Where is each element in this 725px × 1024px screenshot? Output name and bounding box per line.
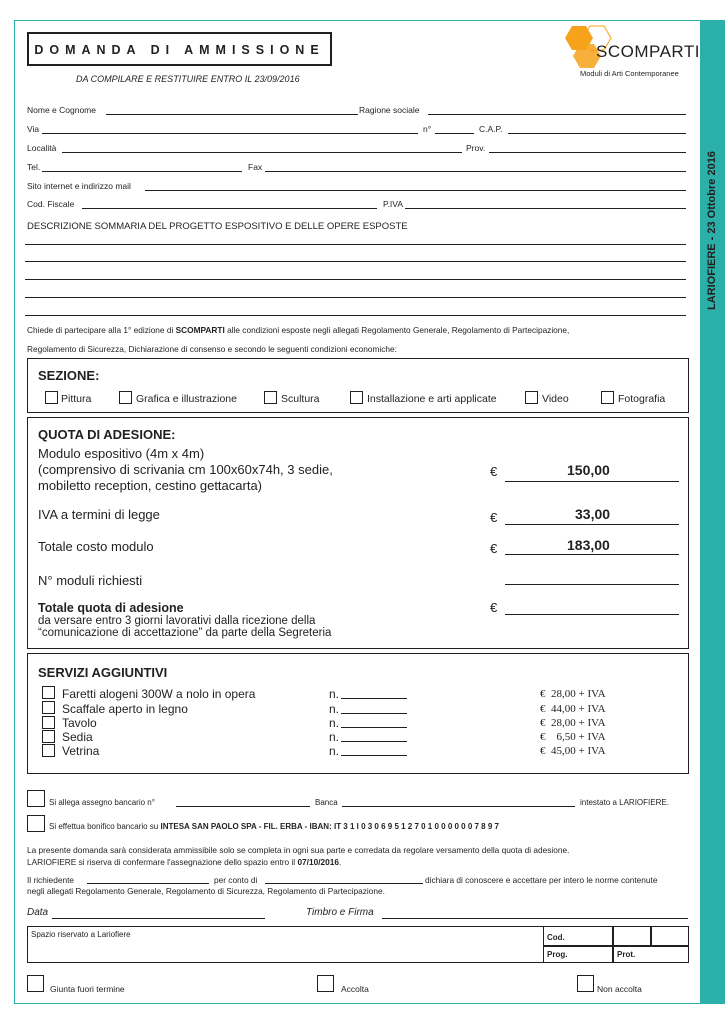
servizio-n: n. <box>329 744 340 758</box>
totale-label: Totale costo modulo <box>38 539 154 554</box>
accolta-label: Accolta <box>341 984 369 994</box>
cap-input[interactable] <box>508 133 686 134</box>
label-sito: Sito internet e indirizzo mail <box>27 181 131 191</box>
modulo-line-3: mobiletto reception, cestino gettacarta) <box>38 478 263 493</box>
servizio-label: Sedia <box>62 730 93 744</box>
servizio-n: n. <box>329 730 340 744</box>
prov-input[interactable] <box>489 152 686 153</box>
per-conto-label: per conto di <box>214 875 258 885</box>
intro-brand: SCOMPARTI <box>175 325 225 335</box>
note-date: 07/10/2016 <box>297 857 339 867</box>
sezione-box <box>27 358 689 413</box>
checkbox-installazione[interactable] <box>350 391 363 404</box>
servizio-n: n. <box>329 702 340 716</box>
assegno-label: Si allega assegno bancario n° <box>49 798 155 807</box>
servizi-title: SERVIZI AGGIUNTIVI <box>38 665 168 680</box>
title-box <box>27 32 332 66</box>
label-cf: Cod. Fiscale <box>27 199 75 209</box>
quota-totale-input[interactable] <box>505 614 679 615</box>
cf-input[interactable] <box>82 208 377 209</box>
servizio-label: Scaffale aperto in legno <box>62 702 188 716</box>
note-line-2 <box>27 857 341 867</box>
piva-input[interactable] <box>405 208 686 209</box>
label-cap: C.A.P. <box>479 124 503 134</box>
descrizione-line-1[interactable] <box>25 244 686 245</box>
label-numero: n° <box>423 124 432 134</box>
descrizione-line-5[interactable] <box>25 315 686 316</box>
richiedente-label: Il richiedente <box>27 875 75 885</box>
quota-title: QUOTA DI ADESIONE: <box>38 427 176 442</box>
option-pittura: Pittura <box>61 393 92 405</box>
servizio-n: n. <box>329 716 340 730</box>
modulo-line-1: Modulo espositivo (4m x 4m) <box>38 446 205 461</box>
euro-sign: € <box>490 541 498 556</box>
checkbox-scaffale[interactable] <box>42 701 55 714</box>
servizio-label: Vetrina <box>62 744 100 758</box>
nome-input[interactable] <box>106 114 358 115</box>
numero-input[interactable] <box>435 133 474 134</box>
dichiara-label: dichiara di conoscere e accettare per intero le norme contenute <box>425 875 658 885</box>
euro-sign: € <box>490 464 498 479</box>
page-subtitle: DA COMPILARE E RESTITUIRE ENTRO IL 23/09/2016 <box>76 74 300 84</box>
logo-tagline: Moduli di Arti Contemporanee <box>580 69 679 78</box>
option-grafica: Grafica e illustrazione <box>136 393 237 405</box>
label-tel: Tel. <box>27 162 41 172</box>
quota-note-1: da versare entro 3 giorni lavorativi dalla ricezione della <box>38 615 316 627</box>
sito-input[interactable] <box>145 190 686 191</box>
descrizione-line-4[interactable] <box>25 297 686 298</box>
label-descrizione: DESCRIZIONE SOMMARIA DEL PROGETTO ESPOSITIVO E DELLE OPERE ESPOSTE <box>27 221 408 232</box>
data-input[interactable] <box>52 918 265 919</box>
intro-line-2: Regolamento di Sicurezza, Dichiarazione di consenso e secondo le seguenti condizioni economiche: <box>27 344 397 354</box>
side-event-text: LARIOFIERE - 23 Ottobre 2016 <box>706 151 718 310</box>
descrizione-line-3[interactable] <box>25 279 686 280</box>
logo-text: SCOMPARTI <box>596 42 700 61</box>
servizio-qty-input[interactable] <box>341 755 407 756</box>
data-label: Data <box>27 907 49 918</box>
descrizione-line-2[interactable] <box>25 261 686 262</box>
euro-sign: € <box>490 600 498 615</box>
fax-input[interactable] <box>265 171 686 172</box>
servizio-price: € 28,00 + IVA <box>540 688 606 700</box>
quota-note-2: “comunicazione di accettazione” da parte della Segreteria <box>38 627 332 639</box>
richiedente-input[interactable] <box>87 883 209 884</box>
servizio-price: € 45,00 + IVA <box>540 745 606 757</box>
tel-input[interactable] <box>42 171 242 172</box>
checkbox-vetrina[interactable] <box>42 744 55 757</box>
banca-label: Banca <box>315 798 338 807</box>
checkbox-faretti[interactable] <box>42 686 55 699</box>
checkbox-non-accolta[interactable] <box>577 975 594 992</box>
checkbox-grafica[interactable] <box>119 391 132 404</box>
servizio-qty-input[interactable] <box>341 698 407 699</box>
timbro-input[interactable] <box>382 918 688 919</box>
checkbox-bonifico[interactable] <box>27 815 45 832</box>
servizio-qty-input[interactable] <box>341 727 407 728</box>
checkbox-scultura[interactable] <box>264 391 277 404</box>
modulo-line-2: (comprensivo di scrivania cm 100x60x74h, 3 sedie, <box>38 462 333 477</box>
per-conto-input[interactable] <box>265 883 423 884</box>
checkbox-fuori-termine[interactable] <box>27 975 44 992</box>
note-line-1: La presente domanda sarà considerata ammissibile solo se completa in ogni sua parte e corredata da regolare versamento della quota di adesione. <box>27 845 570 855</box>
servizio-price: € 6,50 + IVA <box>540 731 606 743</box>
option-scultura: Scultura <box>281 393 320 405</box>
label-localita: Località <box>27 143 57 153</box>
label-via: Via <box>27 124 40 134</box>
iva-label: IVA a termini di legge <box>38 507 160 522</box>
prot-label: Prot. <box>617 950 636 959</box>
checkbox-accolta[interactable] <box>317 975 334 992</box>
label-ragione: Ragione sociale <box>359 105 420 115</box>
servizio-qty-input[interactable] <box>341 713 407 714</box>
checkbox-tavolo[interactable] <box>42 716 55 729</box>
modulo-value-line <box>505 481 679 482</box>
totale-value-line <box>505 554 679 555</box>
servizio-price: € 44,00 + IVA <box>540 703 606 715</box>
servizio-price: € 28,00 + IVA <box>540 717 606 729</box>
bonifico-label <box>49 822 499 831</box>
note-period: . <box>338 857 342 867</box>
option-installazione: Installazione e arti applicate <box>367 393 497 405</box>
label-prov: Prov. <box>466 143 486 153</box>
label-fax: Fax <box>248 162 263 172</box>
page-title: DOMANDA DI AMMISSIONE <box>34 43 325 57</box>
checkbox-video[interactable] <box>525 391 538 404</box>
iva-value: 33,00 <box>575 506 611 522</box>
cod-cell-3 <box>651 926 689 946</box>
cod-cell-2 <box>613 926 651 946</box>
bonifico-text: Si effettua bonifico bancario su <box>49 822 161 831</box>
prog-label: Prog. <box>547 950 568 959</box>
ragione-input[interactable] <box>428 114 686 115</box>
via-input[interactable] <box>42 133 418 134</box>
option-video: Video <box>542 393 569 405</box>
intro-text-c: alle condizioni esposte negli allegati Regolamento Generale, Regolamento di Partecipazione, <box>224 325 570 335</box>
checkbox-sedia[interactable] <box>42 730 55 743</box>
checkbox-assegno[interactable] <box>27 790 45 807</box>
label-nome: Nome e Cognome <box>27 105 96 115</box>
banca-input[interactable] <box>342 806 575 807</box>
checkbox-pittura[interactable] <box>45 391 58 404</box>
sezione-title: SEZIONE: <box>38 368 100 383</box>
assegno-input[interactable] <box>176 806 310 807</box>
cod-label: Cod. <box>547 933 565 942</box>
totale-value: 183,00 <box>567 537 610 553</box>
option-fotografia: Fotografia <box>618 393 666 405</box>
logo <box>560 24 700 84</box>
euro-sign: € <box>490 510 498 525</box>
servizio-label: Faretti alogeni 300W a nolo in opera <box>62 687 256 701</box>
checkbox-fotografia[interactable] <box>601 391 614 404</box>
moduli-label: N° moduli richiesti <box>38 573 143 588</box>
fuori-label: Giunta fuori termine <box>50 984 125 994</box>
modulo-value: 150,00 <box>567 462 610 478</box>
intro-text-a: Chiede di partecipare alla 1° edizione di <box>27 325 176 335</box>
servizio-qty-input[interactable] <box>341 741 407 742</box>
label-piva: P.IVA <box>383 199 404 209</box>
servizio-n: n. <box>329 687 340 701</box>
localita-input[interactable] <box>62 152 462 153</box>
servizio-label: Tavolo <box>62 716 97 730</box>
iva-value-line <box>505 524 679 525</box>
moduli-input[interactable] <box>505 584 679 585</box>
timbro-label: Timbro e Firma <box>306 907 374 918</box>
bonifico-iban: INTESA SAN PAOLO SPA - FIL. ERBA - IBAN: IT 3 1 I 0 3 0 6 9 5 1 2 7 0 1 0 0 0 0 0 0 7 8 9 7 <box>160 822 499 831</box>
intestato-label: intestato a LARIOFIERE. <box>580 798 669 807</box>
riservato-label: Spazio riservato a Lariofiere <box>31 930 131 939</box>
note-text: LARIOFIERE si riserva di confermare l'assegnazione dello spazio entro il <box>27 857 298 867</box>
quota-totale-label: Totale quota di adesione <box>38 601 184 615</box>
note-line-4: negli allegati Regolamento Generale, Regolamento di Sicurezza, Regolamento di Partecipazione. <box>27 886 385 896</box>
intro-line-1 <box>27 325 569 335</box>
non-accolta-label: Non accolta <box>597 984 642 994</box>
